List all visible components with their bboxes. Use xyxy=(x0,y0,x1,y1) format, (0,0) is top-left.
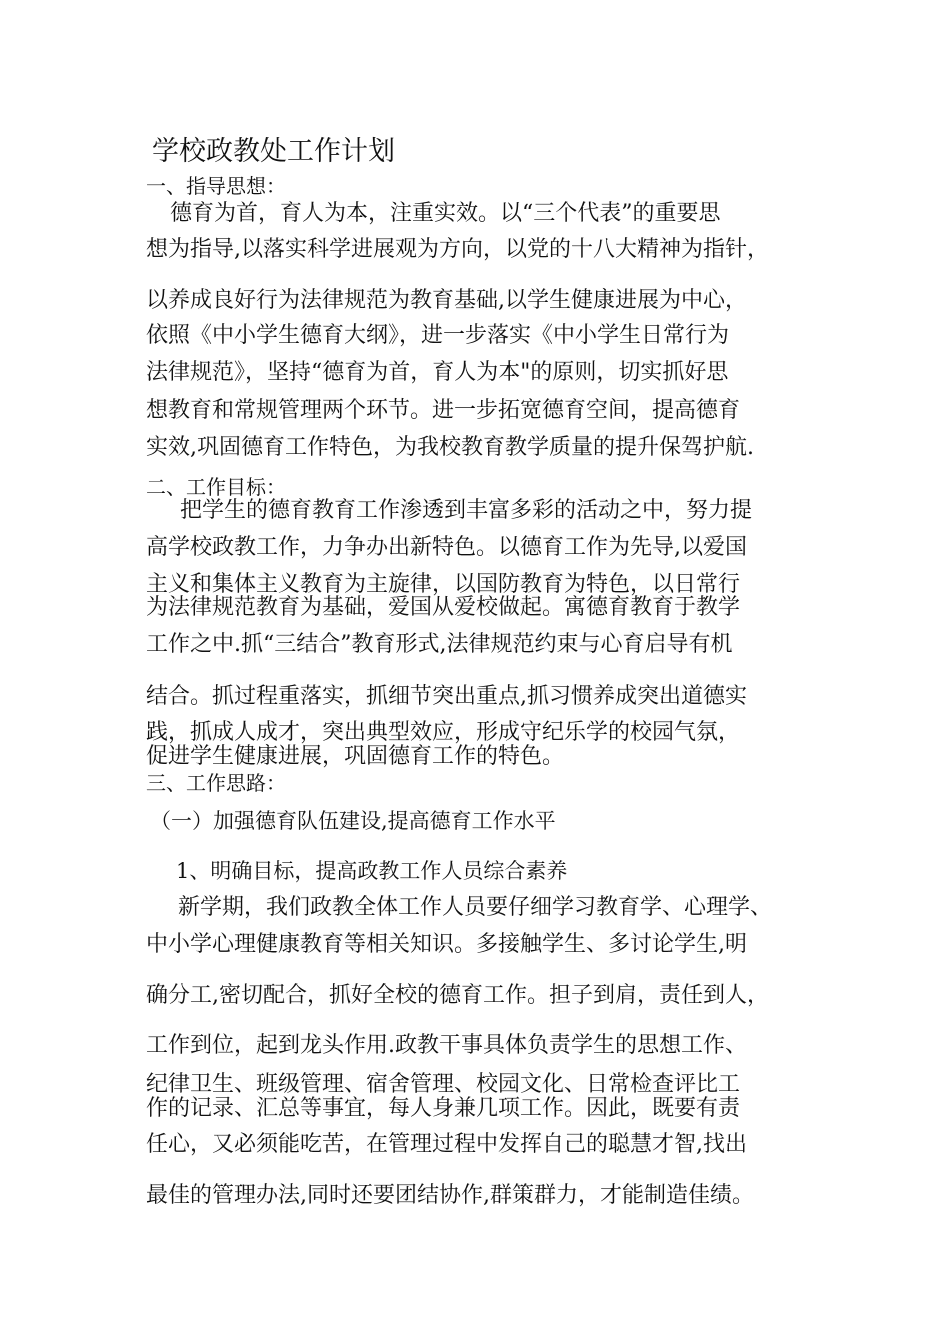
paragraph-line: 中小学心理健康教育等相关知识。多接触学生、多讨论学生,明 xyxy=(146,932,747,957)
section-heading-work-ideas: 三、工作思路： xyxy=(146,771,286,795)
paragraph-line: 纪律卫生、班级管理、宿舍管理、校园文化、日常检查评比工 xyxy=(146,1072,741,1097)
paragraph-line: 确分工,密切配合，抓好全校的德育工作。担子到肩，责任到人， xyxy=(146,983,769,1008)
paragraph-line: 为法律规范教育为基础，爱国从爱校做起。寓德育教育于教学 xyxy=(146,595,741,620)
paragraph-line: 最佳的管理办法,同时还要团结协作,群策群力，才能制造佳绩。 xyxy=(146,1183,754,1208)
paragraph-line: 想教育和常规管理两个环节。进一步拓宽德育空间，提高德育 xyxy=(146,398,741,423)
paragraph-line: 高学校政教工作，力争办出新特色。以德育工作为先导,以爱国 xyxy=(146,535,747,560)
paragraph-line: 把学生的德育教育工作渗透到丰富多彩的活动之中，努力提 xyxy=(180,498,753,523)
document-title: 学校政教处工作计划 xyxy=(152,136,395,167)
paragraph-line: 新学期，我们政教全体工作人员要仔细学习教育学、心理学、 xyxy=(178,895,773,920)
paragraph-line: 工作到位，起到龙头作用.政教干事具体负责学生的思想工作、 xyxy=(146,1033,747,1058)
paragraph-line: 实效,巩固德育工作特色，为我校教育教学质量的提升保驾护航. xyxy=(146,435,754,460)
item-heading: 1、明确目标，提高政教工作人员综合素养 xyxy=(176,859,568,883)
paragraph-line: 工作之中.抓“三结合”教育形式,法律规范约束与心育启导有机 xyxy=(146,632,733,657)
paragraph-line: 结合。抓过程重落实，抓细节突出重点,抓习惯养成突出道德实 xyxy=(146,684,747,709)
section-heading-guiding-thought: 一、指导思想： xyxy=(146,174,286,198)
paragraph-line: 想为指导,以落实科学进展观为方向，以党的十八大精神为指针， xyxy=(146,237,769,262)
paragraph-line: 依照《中小学生德育大纲》，进一步落实《中小学生日常行为 xyxy=(146,323,730,348)
paragraph-line: 作的记录、汇总等事宜，每人身兼几项工作。因此，既要有责 xyxy=(146,1096,741,1121)
paragraph-line: 践，抓成人成才，突出典型效应，形成守纪乐学的校园气氛， xyxy=(146,720,741,745)
paragraph-line: 主义和集体主义教育为主旋律，以国防教育为特色，以日常行 xyxy=(146,572,741,597)
paragraph-line: 以养成良好行为法律规范为教育基础,以学生健康进展为中心， xyxy=(146,288,747,313)
paragraph-line: 德育为首，育人为本，注重实效。以“三个代表”的重要思 xyxy=(170,201,721,226)
paragraph-line: 促进学生健康进展，巩固德育工作的特色。 xyxy=(146,744,565,769)
paragraph-line: 法律规范》，坚持“德育为首，育人为本"的原则，切实抓好思 xyxy=(146,360,729,385)
section-heading-work-goals: 二、工作目标： xyxy=(146,475,286,499)
subsection-heading: （一）加强德育队伍建设,提高德育工作水平 xyxy=(150,809,556,833)
paragraph-line: 任心，又必须能吃苦，在管理过程中发挥自己的聪慧才智,找出 xyxy=(146,1132,747,1157)
